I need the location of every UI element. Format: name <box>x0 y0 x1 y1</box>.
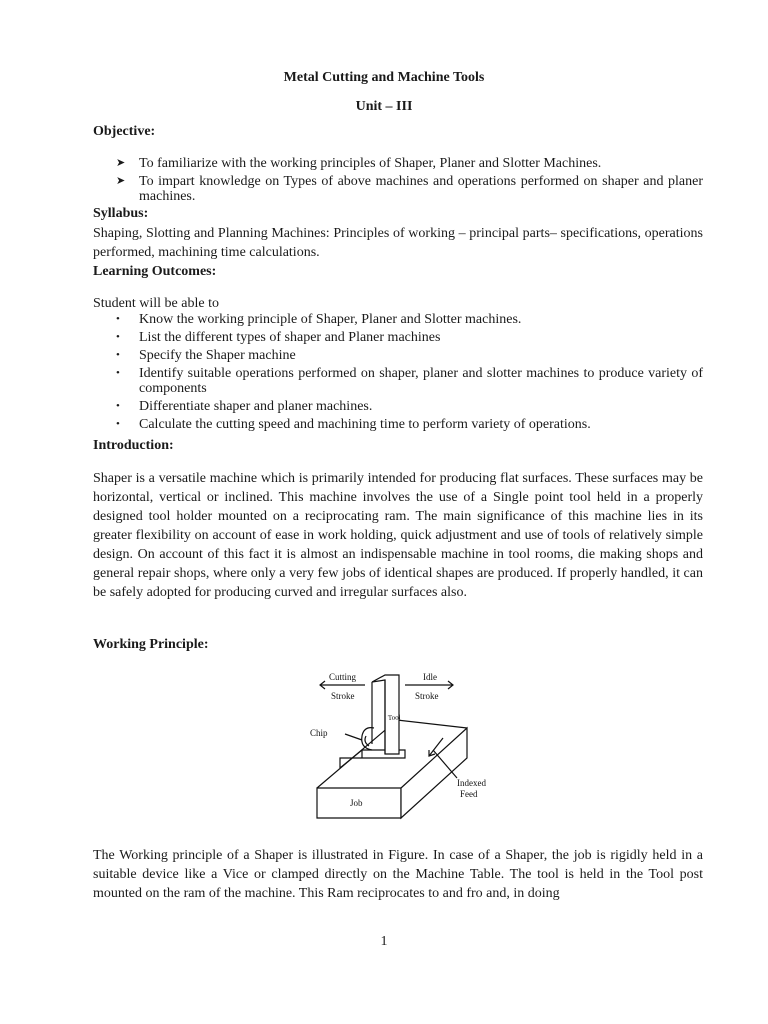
tool-label: Tool <box>387 713 401 722</box>
unit-title: Unit – III <box>355 99 413 114</box>
shaper-diagram <box>305 670 495 820</box>
outcomes-heading: Learning Outcomes: <box>93 264 217 279</box>
outcomes-list <box>0 312 768 435</box>
bullet-icon: • <box>116 313 120 325</box>
list-item: • Identify suitable operations performed on shaper, planer and slotter machines to produce variety of components <box>116 366 703 396</box>
syllabus-heading: Syllabus: <box>93 206 149 221</box>
job-side-face <box>401 728 467 818</box>
introduction-heading: Introduction: <box>93 438 174 453</box>
feed-label: Feed <box>460 789 478 799</box>
idle-stroke-label: Stroke <box>415 691 439 701</box>
bullet-icon: • <box>116 349 120 361</box>
list-item: • Know the working principle of Shaper, Planer and Slotter machines. <box>116 312 522 327</box>
indexed-label: Indexed <box>457 778 486 788</box>
introduction-text: Shaper is a versatile machine which is primarily intended for producing flat surfaces. These surfaces may be horizontal, vertical or inclined. This machine involves the use of a Single point tool held in a properly designed tool holder mounted on a reciprocating ram. The main significance of this machine lies in its greater flexibility on account of ease in work holding, quick adjustment and use of tools of relatively simple design. On account of this fact it is almost an indispensable machine in tool rooms, die making shops and general repair shops, where only a very few jobs of identical shapes are produced. If properly handled, it can be safely adopted for producing curved and irregular surfaces also. <box>93 471 703 600</box>
bullet-icon: • <box>116 367 120 379</box>
cutting-label: Cutting <box>329 672 357 682</box>
working-principle-heading: Working Principle: <box>93 637 209 652</box>
objective-list <box>0 156 768 207</box>
job-label: Job <box>350 798 363 808</box>
syllabus-text: Shaping, Slotting and Planning Machines: Principles of working – principal parts– specifications, operations performed, machining time calculations. <box>93 226 703 260</box>
objective-heading: Objective: <box>93 124 156 139</box>
idle-label: Idle <box>423 672 437 682</box>
arrow-bullet-icon: ➤ <box>116 157 126 169</box>
list-item: ➤ To familiarize with the working principles of Shaper, Planer and Slotter Machines. <box>116 156 602 171</box>
list-item: • Differentiate shaper and planer machines. <box>116 399 373 414</box>
document-title: Metal Cutting and Machine Tools <box>283 70 485 85</box>
working-principle-text: The Working principle of a Shaper is illustrated in Figure. In case of a Shaper, the job is rigidly held in a suitable device like a Vice or clamped directly on the Machine Table. The tool is held in the Tool post mounted on the ram of the machine. This Ram reciprocates to and fro and, in doing <box>93 848 703 901</box>
page-number: 1 <box>380 934 388 949</box>
list-item: • Specify the Shaper machine <box>116 348 296 363</box>
chip-label: Chip <box>310 728 328 738</box>
chip-leader-line <box>345 734 362 740</box>
list-item: • List the different types of shaper and Planer machines <box>116 330 441 345</box>
outcomes-intro: Student will be able to <box>93 296 219 311</box>
list-item: • Calculate the cutting speed and machining time to perform variety of operations. <box>116 417 591 432</box>
bullet-icon: • <box>116 331 120 343</box>
bullet-icon: • <box>116 400 120 412</box>
bullet-icon: • <box>116 418 120 430</box>
shaper-principle-figure <box>305 670 495 820</box>
list-item: ➤ To impart knowledge on Types of above machines and operations performed on shaper and planer machines. <box>116 174 703 204</box>
arrow-bullet-icon: ➤ <box>116 175 126 187</box>
cutting-stroke-label: Stroke <box>331 691 355 701</box>
